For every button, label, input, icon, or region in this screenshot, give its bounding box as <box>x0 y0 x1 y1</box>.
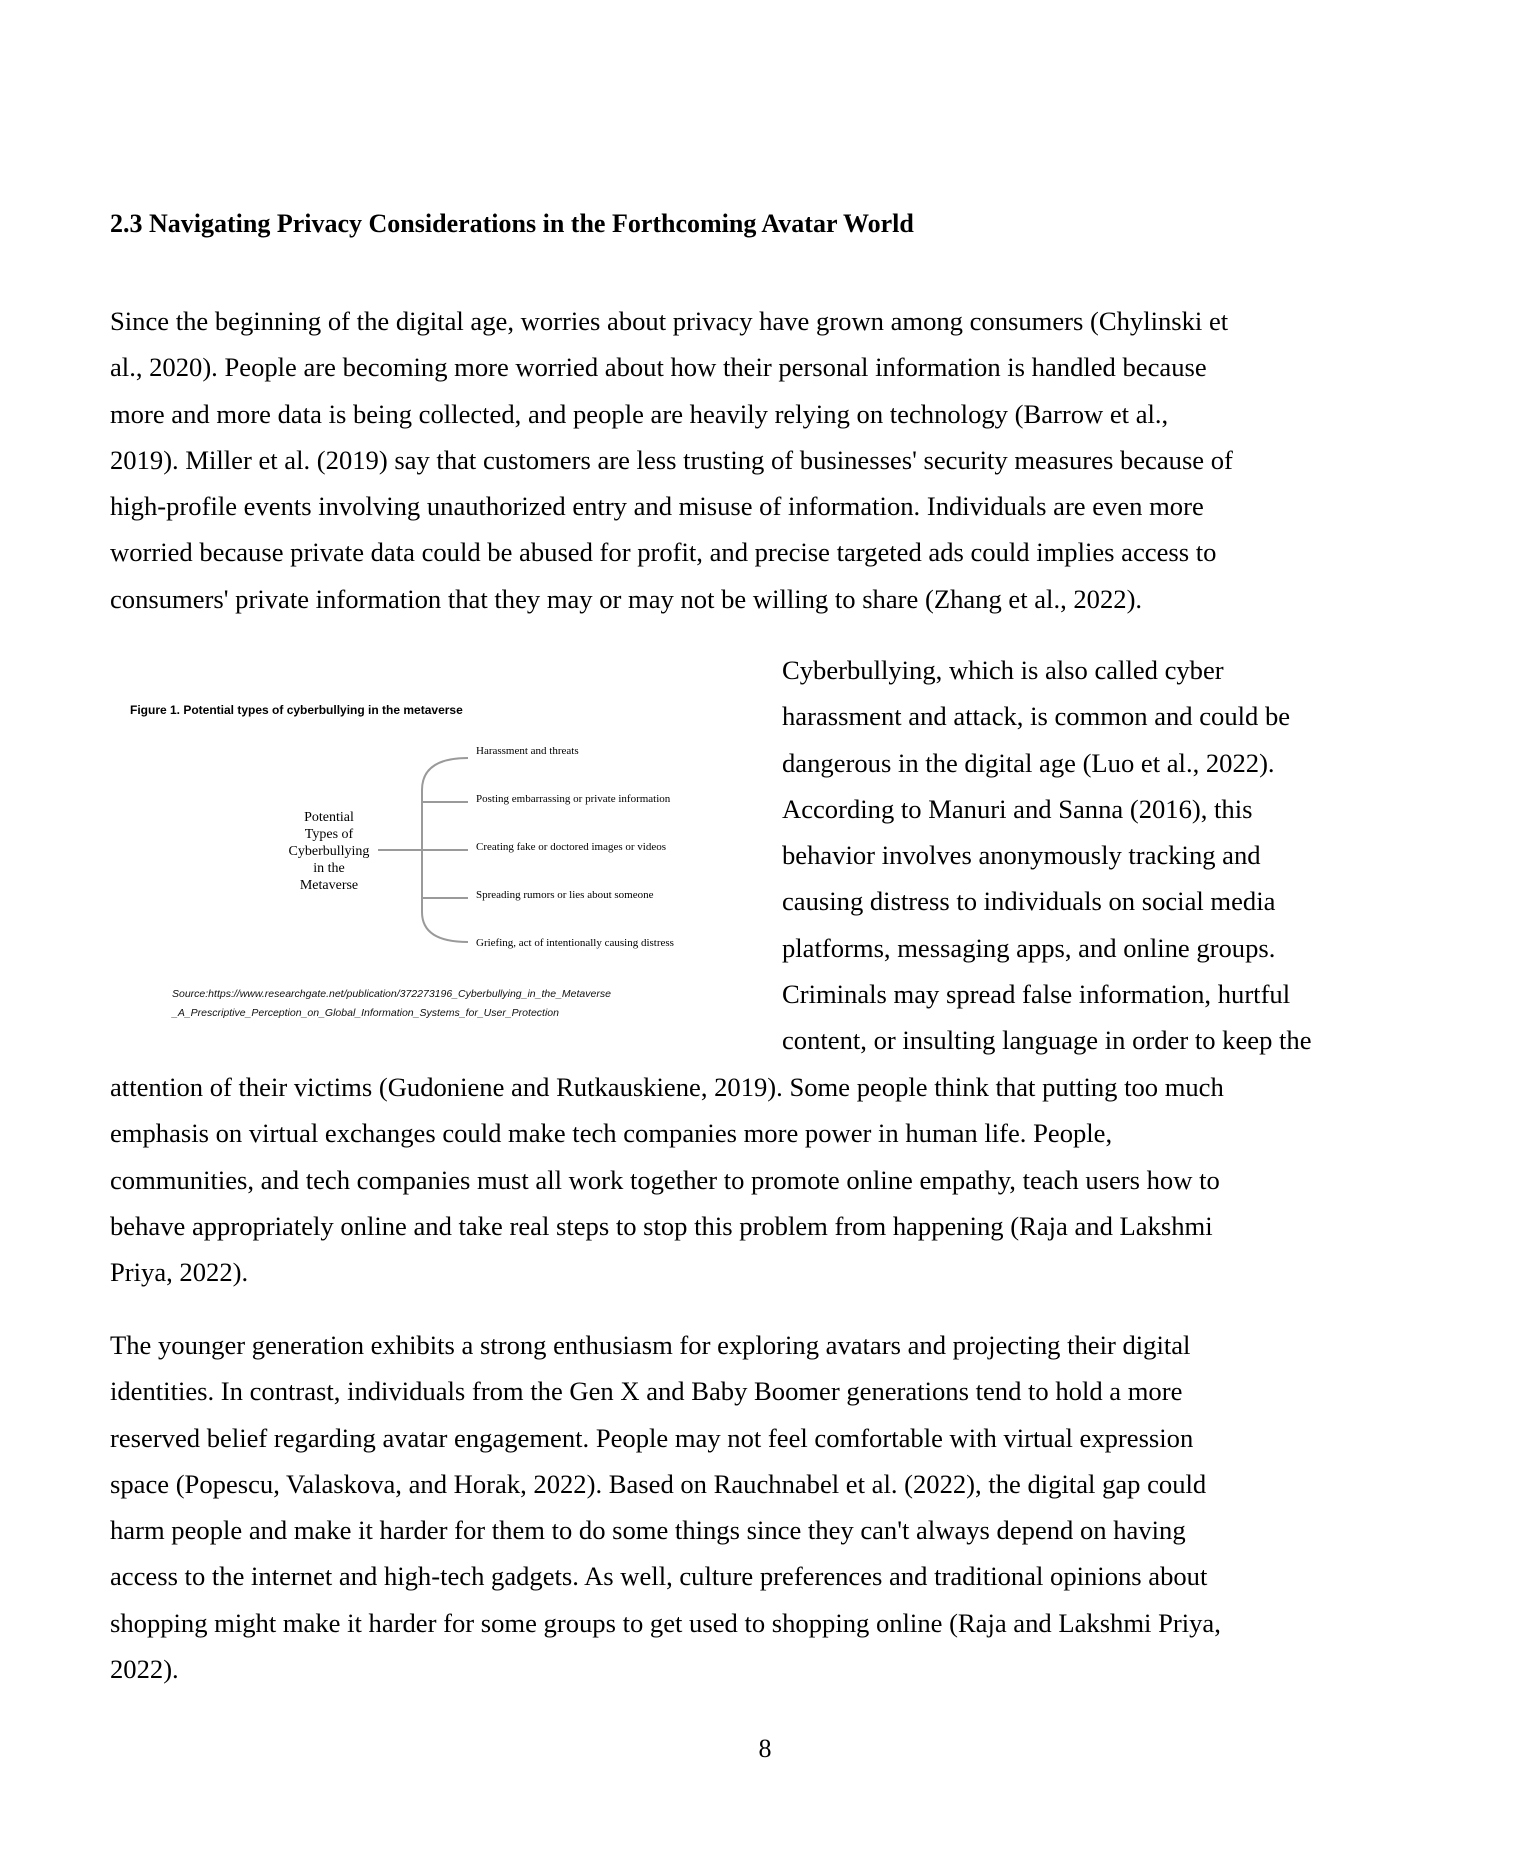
text-line: 2019). Miller et al. (2019) say that customers are less trusting of businesses' security measures because of <box>110 444 1233 475</box>
paragraph-generations <box>110 1322 1440 1692</box>
text-line: 2022). <box>110 1654 179 1685</box>
figure-source <box>172 985 611 1023</box>
figure-item: Creating fake or doctored images or videos <box>476 841 666 853</box>
figure-item: Harassment and threats <box>476 745 579 757</box>
figure-item: Griefing, act of intentionally causing distress <box>476 937 674 949</box>
paragraph-privacy <box>110 298 1440 622</box>
text-line: behave appropriately online and take real steps to stop this problem from happening (Raja and Lakshmi <box>110 1210 1213 1241</box>
figure-title: Figure 1. Potential types of cyberbullying in the metaverse <box>130 703 463 717</box>
text-line: space (Popescu, Valaskova, and Horak, 2022). Based on Rauchnabel et al. (2022), the digital gap could <box>110 1468 1207 1499</box>
text-line: dangerous in the digital age (Luo et al., 2022). <box>782 747 1275 778</box>
figure-item: Posting embarrassing or private information <box>476 793 671 805</box>
paragraph-cyberbullying-wrapped <box>782 647 1312 1064</box>
text-line: harm people and make it harder for them to do some things since they can't always depend on having <box>110 1515 1186 1546</box>
figure-item: Spreading rumors or lies about someone <box>476 889 654 901</box>
page-number: 8 <box>758 1734 772 1763</box>
text-line: high-profile events involving unauthorized entry and misuse of information. Individuals are even more <box>110 491 1204 522</box>
figure-source-line: _A_Prescriptive_Perception_on_Global_Information_Systems_for_User_Protection <box>172 1007 559 1019</box>
section-heading: 2.3 Navigating Privacy Considerations in the Forthcoming Avatar World <box>110 209 914 238</box>
figure-center-label: Metaverse <box>299 878 359 893</box>
figure-center-label: Cyberbullying <box>288 844 370 859</box>
text-line: content, or insulting language in order to keep the <box>782 1025 1312 1056</box>
text-line: attention of their victims (Gudoniene and Rutkauskiene, 2019). Some people think that putting too much <box>110 1072 1224 1102</box>
figure-cyberbullying-types <box>128 690 748 1030</box>
text-line: harassment and attack, is common and could be <box>782 701 1291 732</box>
text-line: communities, and tech companies must all work together to promote online empathy, teach users how to <box>110 1164 1220 1195</box>
paragraph-cyberbullying-continued <box>110 1064 1440 1295</box>
text-line: emphasis on virtual exchanges could make tech companies more power in human life. People, <box>110 1118 1113 1149</box>
text-line: Cyberbullying, which is also called cyber <box>782 655 1224 685</box>
text-line: The younger generation exhibits a strong enthusiasm for exploring avatars and projecting their digital <box>110 1330 1191 1360</box>
text-line: more and more data is being collected, and people are heavily relying on technology (Barrow et al., <box>110 398 1169 429</box>
figure-center-label: Types of <box>304 827 354 842</box>
text-line: worried because private data could be abused for profit, and precise targeted ads could implies access to <box>110 537 1217 568</box>
text-line: behavior involves anonymously tracking and <box>782 840 1261 871</box>
figure-source-line: Source:https://www.researchgate.net/publication/372273196_Cyberbullying_in_the_Metaverse <box>172 988 611 1000</box>
text-line: According to Manuri and Sanna (2016), this <box>782 793 1253 824</box>
text-line: Since the beginning of the digital age, worries about privacy have grown among consumers (Chylinski et <box>110 306 1229 336</box>
text-line: Priya, 2022). <box>110 1257 249 1288</box>
text-line: platforms, messaging apps, and online groups. <box>782 932 1276 963</box>
text-line: causing distress to individuals on social media <box>782 886 1276 917</box>
text-line: consumers' private information that they may or may not be willing to share (Zhang et al., 2022). <box>110 583 1143 614</box>
text-line: al., 2020). People are becoming more worried about how their personal information is handled because <box>110 352 1207 383</box>
text-line: Criminals may spread false information, hurtful <box>782 979 1291 1010</box>
figure-center-label: Potential <box>304 810 354 825</box>
text-line: access to the internet and high-tech gadgets. As well, culture preferences and traditional opinions about <box>110 1561 1208 1592</box>
text-line: identities. In contrast, individuals from the Gen X and Baby Boomer generations tend to hold a more <box>110 1376 1183 1407</box>
figure-diagram <box>128 690 748 1030</box>
text-line: reserved belief regarding avatar engagement. People may not feel comfortable with virtual expression <box>110 1422 1194 1453</box>
figure-center-label: in the <box>313 861 345 876</box>
text-line: shopping might make it harder for some groups to get used to shopping online (Raja and Lakshmi Priya, <box>110 1607 1221 1638</box>
